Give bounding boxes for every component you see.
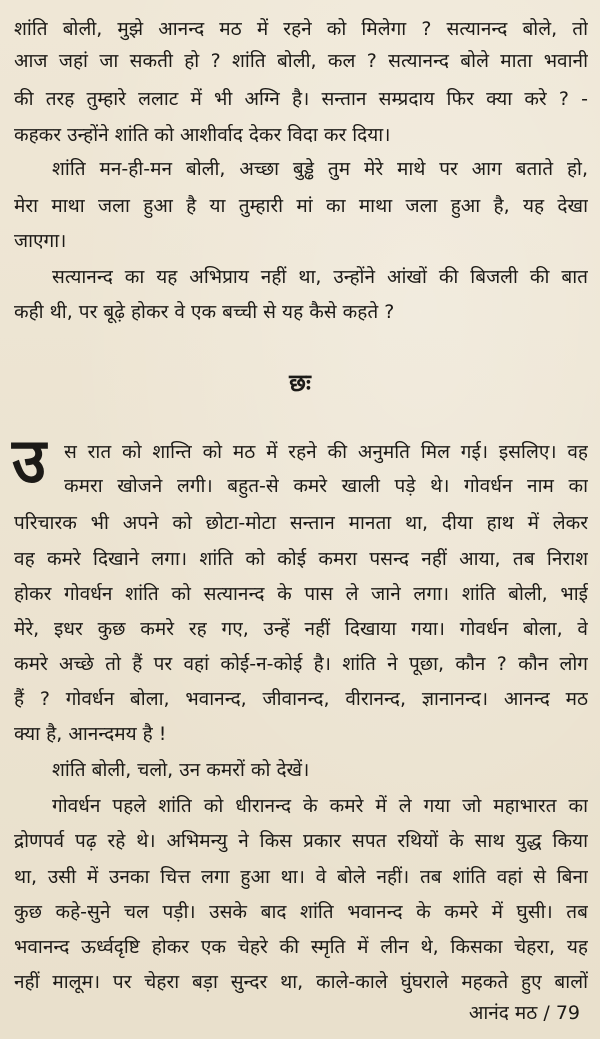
text-line: कमरे अच्छे तो हैं पर वहां कोई-न-कोई है। शांति ने पूछा, कौन ? कौन लोग [14,653,588,675]
text-line: कही थी, पर बूढ़े होकर वे एक बच्ची से यह कैसे कहते ? [14,301,395,323]
text-line: भवानन्द ऊर्ध्वदृष्टि होकर एक चेहरे की स्मृति में लीन थे, किसका चेहरा, यह [14,936,588,958]
text-line: मेरा माथा जला हुआ है या तुम्हारी मां का माथा जला हुआ है, यह देखा [14,195,588,217]
text-line: कमरा खोजने लगी। बहुत-से कमरे खाली पड़े थे। गोवर्धन नाम का [64,475,588,497]
section-heading: छः [289,369,311,397]
text-line: आज जहां जा सकती हो ? शांति बोली, कल ? सत्यानन्द बोले माता भवानी [14,50,588,72]
text-line: द्रोणपर्व पढ़ रहे थे। अभिमन्यु ने किस प्रकार सपत रथियों के साथ युद्ध किया [14,830,588,852]
text-line: वह कमरे दिखाने लगा। शांति को कोई कमरा पसन्द नहीं आया, तब निराश [14,548,588,570]
text-line: की तरह तुम्हारे ललाट में भी अग्नि है। सन्तान सम्प्रदाय फिर क्या करे ? - [14,88,588,110]
drop-cap: उ [12,424,46,497]
text-line: सत्यानन्द का यह अभिप्राय नहीं था, उन्होंने आंखों की बिजली की बात [52,266,588,288]
text-line: गोवर्धन पहले शांति को धीरानन्द के कमरे में ले गया जो महाभारत का [52,795,588,817]
text-line: क्या है, आनन्दमय है ! [14,723,167,745]
text-line: हैं ? गोवर्धन बोला, भवानन्द, जीवानन्द, वीरानन्द, ज्ञानानन्द। आनन्द मठ [14,688,588,710]
page-footer: आनंद मठ / 79 [468,1002,580,1024]
text-line: कहकर उन्होंने शांति को आशीर्वाद देकर विदा कर दिया। [14,124,391,146]
text-line: होकर गोवर्धन शांति को सत्यानन्द के पास ले जाने लगा। शांति बोली, भाई [14,583,588,605]
text-line: कुछ कहे-सुने चल पड़ी। उसके बाद शांति भवानन्द के कमरे में घुसी। तब [14,901,588,923]
text-line: जाएगा। [14,230,67,252]
text-line: परिचारक भी अपने को छोटा-मोटा सन्तान मानता था, दीया हाथ में लेकर [14,512,588,534]
text-line: नहीं मालूम। पर चेहरा बड़ा सुन्दर था, काले-काले घुंघराले महकते हुए बालों [14,971,588,993]
text-line: शांति बोली, चलो, उन कमरों को देखें। [52,759,310,781]
text-line: था, उसी में उनका चित्त लगा हुआ था। वे बोले नहीं। तब शांति वहां से बिना [14,866,588,888]
text-line: शांति मन-ही-मन बोली, अच्छा बुड्ढे तुम मेरे माथे पर आग बताते हो, [52,158,588,180]
text-line: मेरे, इधर कुछ कमरे रह गए, उन्हें नहीं दिखाया गया। गोवर्धन बोला, वे [14,618,588,640]
text-line: शांति बोली, मुझे आनन्द मठ में रहने को मिलेगा ? सत्यानन्द बोले, तो [14,18,588,40]
text-line: स रात को शान्ति को मठ में रहने की अनुमति मिल गई। इसलिए। वह [64,441,588,463]
